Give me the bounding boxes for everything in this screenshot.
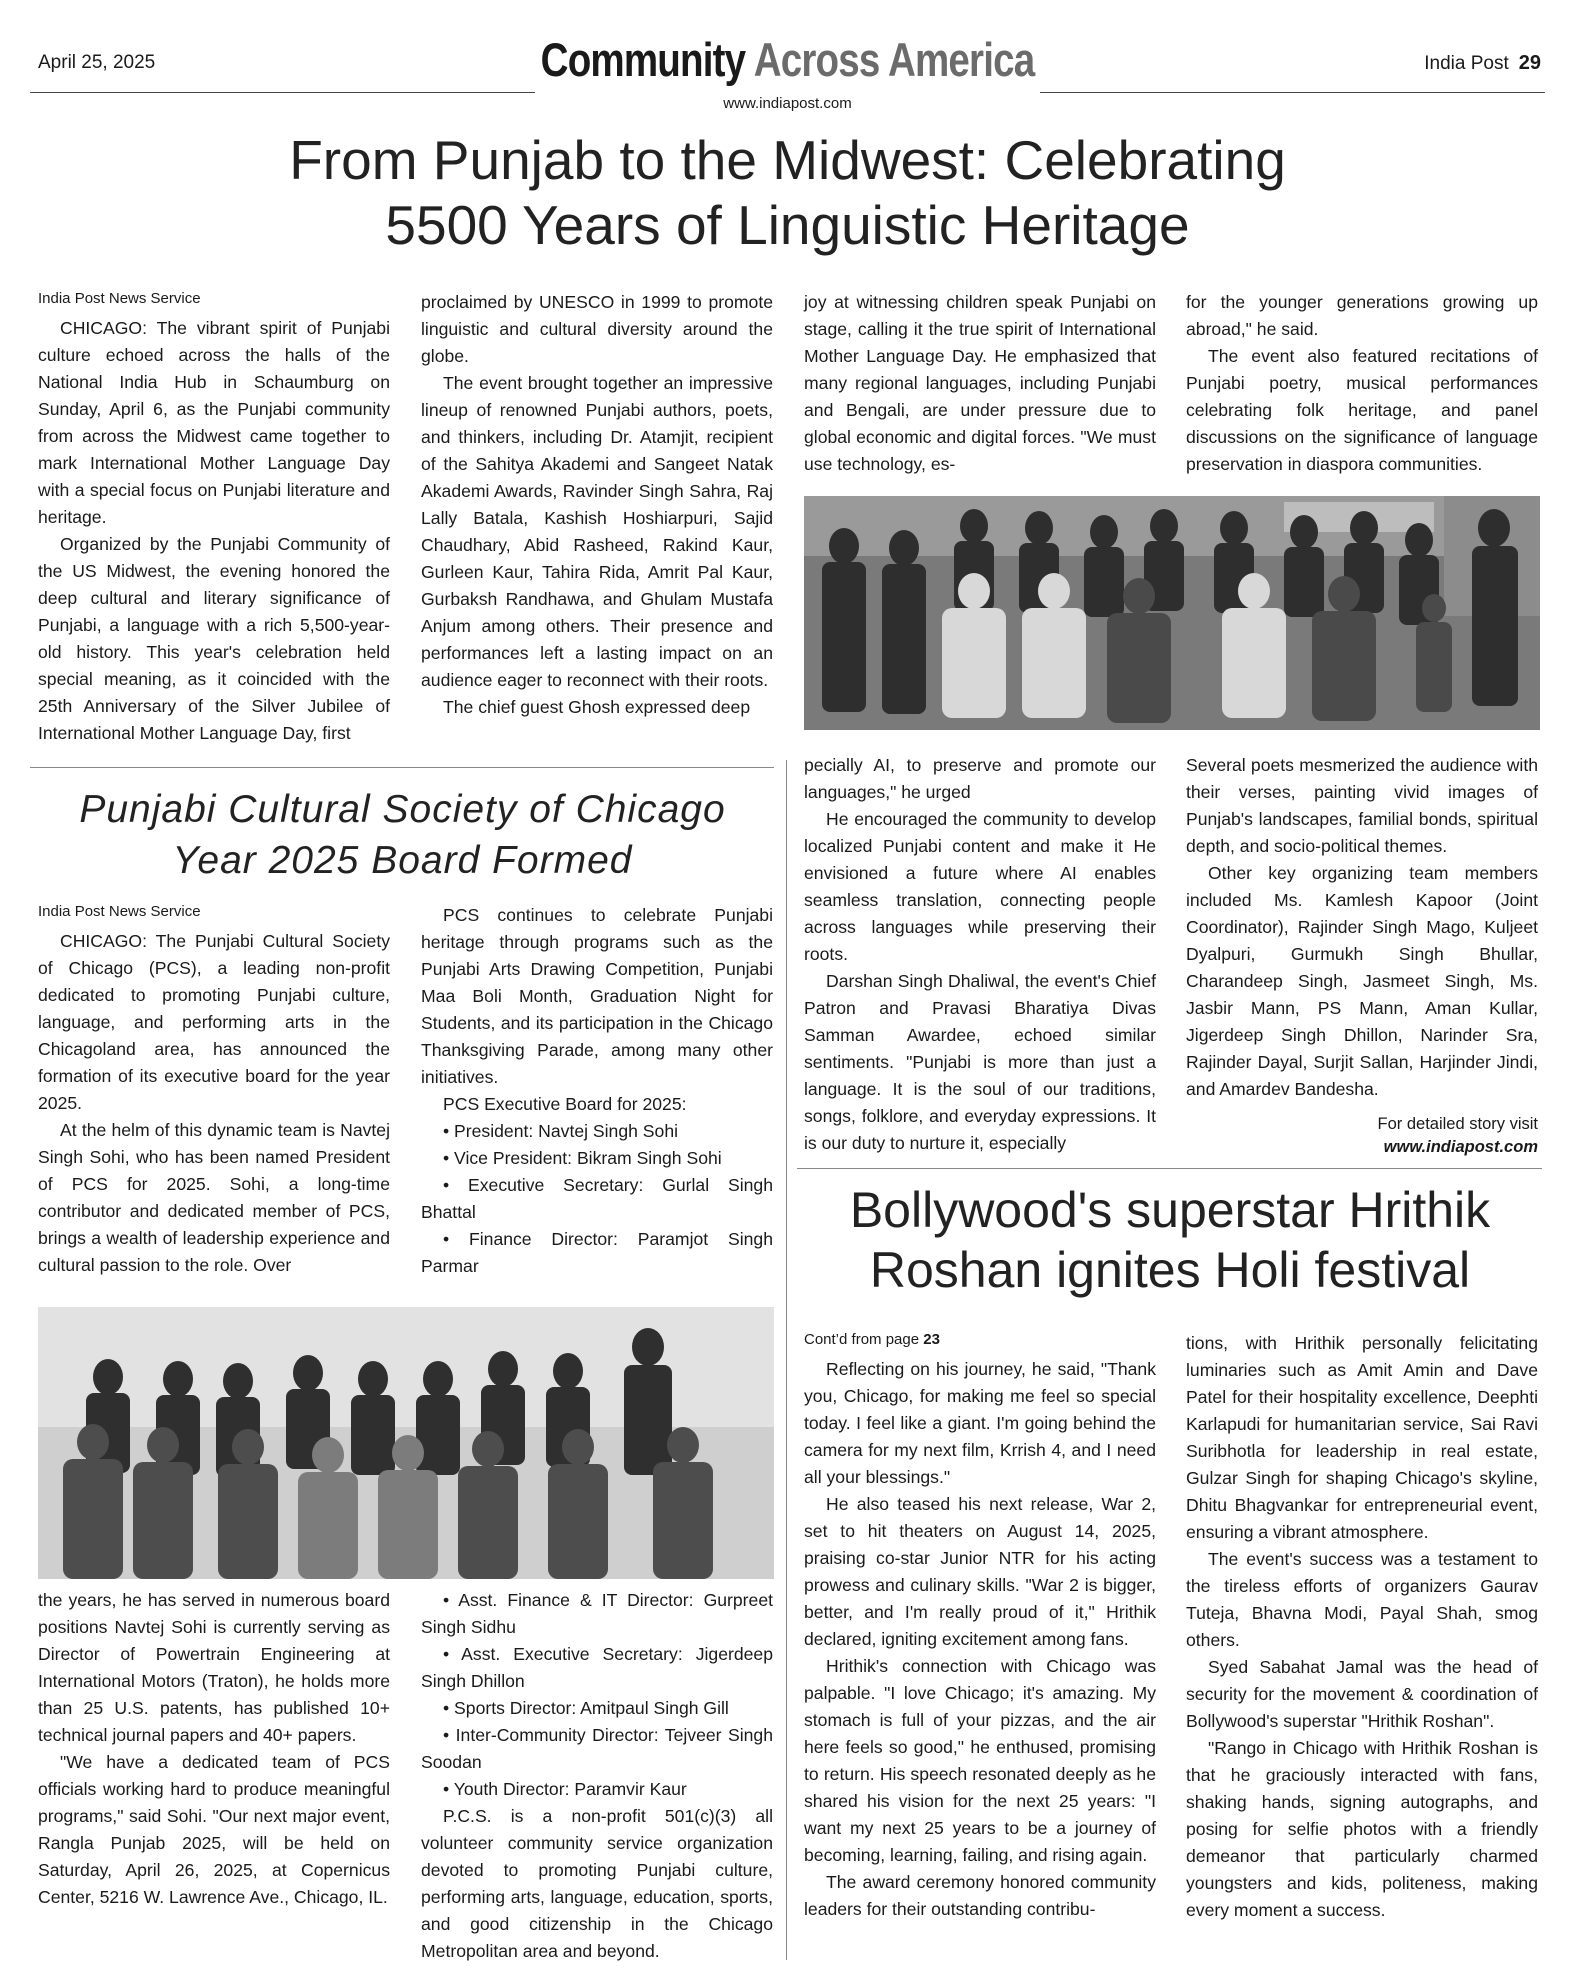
article1-column-4-top	[1186, 289, 1538, 478]
detailed-story-link[interactable]	[1186, 1113, 1538, 1159]
page-number: 29	[1518, 52, 1541, 74]
paragraph: tions, with Hrithik personally felicitating luminaries such as Amit Amin and Dave Patel for their hospitality excellence, Deephti Karlapudi for humanitarian service, Sai Ravi Suribhotla for leadership in real estate, Gulzar Singh for shaping Chicago's skyline, Dhitu Bhagvankar for entrepreneurial event, ensuring a vibrant atmosphere.	[1186, 1333, 1538, 1542]
paragraph: The event also featured recitations of Punjabi poetry, musical performances celebrating folk heritage, and panel discussions on the significance of language preservation in diaspora communities.	[1186, 346, 1538, 474]
board-member: • Finance Director: Paramjot Singh Parmar	[421, 1229, 773, 1276]
headline-line-2: Roshan ignites Holi festival	[869, 1242, 1471, 1298]
paragraph: The award ceremony honored community leaders for their outstanding contribu-	[804, 1872, 1156, 1919]
paragraph: He encouraged the community to develop localized Punjabi content and make it He envisioned a future where AI enables seamless translation, connecting people across languages while preserving their roots.	[804, 809, 1156, 964]
paragraph: PCS continues to celebrate Punjabi heritage through programs such as the Punjabi Arts Drawing Competition, Punjabi Maa Boli Month, Graduation Night for Students, and its participation in the Chicago Thanksgiving Parade, among many other initiatives.	[421, 905, 773, 1087]
more-url[interactable]: www.indiapost.com	[1383, 1138, 1538, 1156]
section-rule-pcs	[30, 767, 774, 768]
paragraph: "We have a dedicated team of PCS officials working hard to produce meaningful programs," said Sohi. "Our next major event, Rangla Punjab 2025, will be held on Saturday, April 26, 2025, at Copernicus Center, 5216 W. Lawrence Ave., Chicago, IL.	[38, 1752, 390, 1907]
paragraph: Several poets mesmerized the audience with their verses, painting vivid images of Punjab's landscapes, familial bonds, spiritual depth, and socio-political themes.	[1186, 755, 1538, 856]
article3-column-2	[1186, 1330, 1538, 1924]
article3-column-1	[804, 1330, 1156, 1923]
paragraph: Syed Sabahat Jamal was the head of security for the movement & coordination of Bollywood's superstar "Hrithik Roshan".	[1186, 1657, 1538, 1731]
article1-column-3-bottom	[804, 752, 1156, 1157]
paragraph: Hrithik's connection with Chicago was palpable. "I love Chicago; it's amazing. My stomach is full of your pizzas, and the air here feels so good," he enthused, promising to return. His speech resonated deeply as he shared his vision for the next 25 years: "I want my next 25 years to be a journey of becoming, learning, failing, and rising again.	[804, 1656, 1156, 1865]
masthead-community: Community	[540, 33, 746, 86]
paragraph: CHICAGO: The Punjabi Cultural Society of Chicago (PCS), a leading non-profit dedicated to promoting Punjabi culture, language, and performing arts in the Chicagoland area, has announced the formation of its executive board for the year 2025.	[38, 931, 390, 1113]
paragraph: for the younger generations growing up abroad," he said.	[1186, 292, 1538, 339]
byline: India Post News Service	[38, 290, 201, 307]
paragraph: The event's success was a testament to the tireless efforts of organizers Gaurav Tuteja, Bhavna Modi, Payal Shah, smog others.	[1186, 1549, 1538, 1650]
headline-pcs-board	[30, 785, 775, 886]
contd-page: 23	[923, 1331, 940, 1348]
contd-label: Cont’d from page	[804, 1331, 920, 1348]
photo-heritage-event-group	[804, 496, 1540, 730]
headline-line-1: From Punjab to the Midwest: Celebrating	[289, 129, 1286, 191]
column-rule	[786, 760, 787, 1960]
paragraph: The event brought together an impressive lineup of renowned Punjabi authors, poets, and thinkers, including Dr. Atamjit, recipient of the Sahitya Akademi and Sangeet Natak Akademi Awards, Ravinder Singh Sahra, Raj Lally Batala, Kashish Hoshiarpuri, Sajid Chaudhary, Abid Rasheed, Rakind Kaur, Gurleen Kaur, Tahira Rida, Amrit Pal Kaur, Gurbaksh Randhawa, and Ghulam Mustafa Anjum among others. Their presence and performances left a lasting impact on an audience eager to reconnect with their roots.	[421, 373, 773, 690]
headline-line-1: Punjabi Cultural Society of Chicago	[79, 788, 726, 831]
board-member: • Asst. Finance & IT Director: Gurpreet Singh Sidhu	[421, 1590, 773, 1637]
publication-name: India Post	[1424, 53, 1509, 74]
group-photo-illustration	[804, 496, 1540, 730]
article2-column-1-bottom	[38, 1587, 390, 1911]
section-rule-bollywood	[797, 1168, 1542, 1169]
article1-column-3-top	[804, 289, 1156, 478]
paragraph: Organized by the Punjabi Community of the US Midwest, the evening honored the deep cultural and literary significance of Punjabi, a language with a rich 5,500-year-old history. This year's celebration held special meaning, as it coincided with the 25th Anniversary of the Silver Jubilee of International Mother Language Day, first	[38, 534, 390, 743]
byline: India Post News Service	[38, 903, 201, 920]
masthead-across-america: Across America	[753, 33, 1035, 86]
article2-column-2-bottom	[421, 1587, 773, 1965]
paragraph: CHICAGO: The vibrant spirit of Punjabi culture echoed across the halls of the National India Hub in Schaumburg on Sunday, April 6, as the Punjabi community from across the Midwest came together to mark International Mother Language Day with a special focus on Punjabi literature and heritage.	[38, 318, 390, 527]
board-member: • Sports Director: Amitpaul Singh Gill	[443, 1698, 729, 1718]
photo-pcs-board-group	[38, 1307, 774, 1579]
paragraph: the years, he has served in numerous board positions Navtej Sohi is currently serving as Director of Powertrain Engineering at International Motors (Traton), he holds more than 25 U.S. patents, has published 10+ technical journal papers and 40+ papers.	[38, 1590, 390, 1745]
paragraph: Other key organizing team members included Ms. Kamlesh Kapoor (Joint Coordinator), Rajinder Singh Mago, Kuljeet Dyalpuri, Gurmukh Singh Bhullar, Charandeep Singh, Jasmeet Singh, Ms. Jasbir Mann, PS Mann, Aman Kullar, Jigerdeep Singh Dhillon, Narinder Sra, Rajinder Dayal, Surjit Sallan, Harjinder Jindi, and Amardev Bandesha.	[1186, 863, 1538, 1099]
headline-punjab-midwest	[30, 128, 1545, 258]
board-member: • Inter-Community Director: Tejveer Singh Soodan	[421, 1725, 773, 1772]
paragraph: P.C.S. is a non-profit 501(c)(3) all volunteer community service organization devoted to promoting Punjabi culture, performing arts, language, education, sports, and good citizenship in the Chicago Metropolitan area and beyond.	[421, 1806, 773, 1961]
article1-column-4-bottom	[1186, 752, 1538, 1103]
paragraph: pecially AI, to preserve and promote our languages," he urged	[804, 755, 1156, 802]
publication-page	[1424, 52, 1541, 75]
paragraph: He also teased his next release, War 2, set to hit theaters on August 14, 2025, praising co-star Junior NTR for his acting prowess and culinary skills. "War 2 is bigger, better, and I'm really proud of it," Hrithik declared, igniting excitement among fans.	[804, 1494, 1156, 1649]
headline-hrithik-holi	[795, 1180, 1545, 1300]
paragraph: proclaimed by UNESCO in 1999 to promote linguistic and cultural diversity around the globe.	[421, 292, 773, 366]
board-member: • Vice President: Bikram Singh Sohi	[443, 1148, 722, 1168]
board-heading: PCS Executive Board for 2025:	[443, 1094, 687, 1114]
paragraph: The chief guest Ghosh expressed deep	[443, 697, 751, 717]
board-member: • Asst. Executive Secretary: Jigerdeep Singh Dhillon	[421, 1644, 773, 1691]
board-member: • Youth Director: Paramvir Kaur	[443, 1779, 687, 1799]
headline-line-1: Bollywood's superstar Hrithik	[849, 1182, 1491, 1238]
headline-line-2: 5500 Years of Linguistic Heritage	[385, 193, 1190, 256]
paragraph: joy at witnessing children speak Punjabi on stage, calling it the true spirit of International Mother Language Day. He emphasized that many regional languages, including Punjabi and Bengali, are under pressure due to global economic and digital forces. "We must use technology, es-	[804, 292, 1156, 474]
article2-column-2-top	[421, 902, 773, 1280]
issue-date: April 25, 2025	[38, 52, 156, 73]
website-url[interactable]: www.indiapost.com	[723, 95, 852, 112]
paragraph: "Rango in Chicago with Hrithik Roshan is that he graciously interacted with fans, shaking hands, signing autographs, and posing for selfie photos with a friendly demeanor that particularly charmed youngsters and kids, politeness, making every moment a success.	[1186, 1738, 1538, 1920]
paragraph: Darshan Singh Dhaliwal, the event's Chief Patron and Pravasi Bharatiya Divas Samman Awardee, echoed similar sentiments. "Punjabi is more than just a language. It is the soul of our traditions, songs, folklore, and everyday expressions. It is our duty to nurture it, especially	[804, 971, 1156, 1153]
article2-column-1-top	[38, 902, 390, 1279]
continued-from	[804, 1330, 1156, 1350]
board-photo-illustration	[38, 1307, 774, 1579]
headline-line-2: Year 2025 Board Formed	[172, 838, 633, 882]
article1-column-1	[38, 289, 390, 747]
paragraph: Reflecting on his journey, he said, "Thank you, Chicago, for making me feel so special today. I feel like a giant. I'm going behind the camera for my next film, Krrish 4, and I need all your blessings."	[804, 1359, 1156, 1487]
header-rule-right	[1040, 92, 1545, 93]
board-member: • Executive Secretary: Gurlal Singh Bhattal	[421, 1175, 773, 1222]
board-member: • President: Navtej Singh Sohi	[443, 1121, 679, 1141]
article1-column-2	[421, 289, 773, 721]
more-label: For detailed story visit	[1377, 1115, 1538, 1133]
header-rule-left	[30, 92, 535, 93]
paragraph: At the helm of this dynamic team is Navtej Singh Sohi, who has been named President of PCS for 2025. Sohi, a long-time contributor and dedicated member of PCS, brings a wealth of leadership experience and cultural passion to the role. Over	[38, 1120, 390, 1275]
section-masthead	[142, 33, 1434, 86]
